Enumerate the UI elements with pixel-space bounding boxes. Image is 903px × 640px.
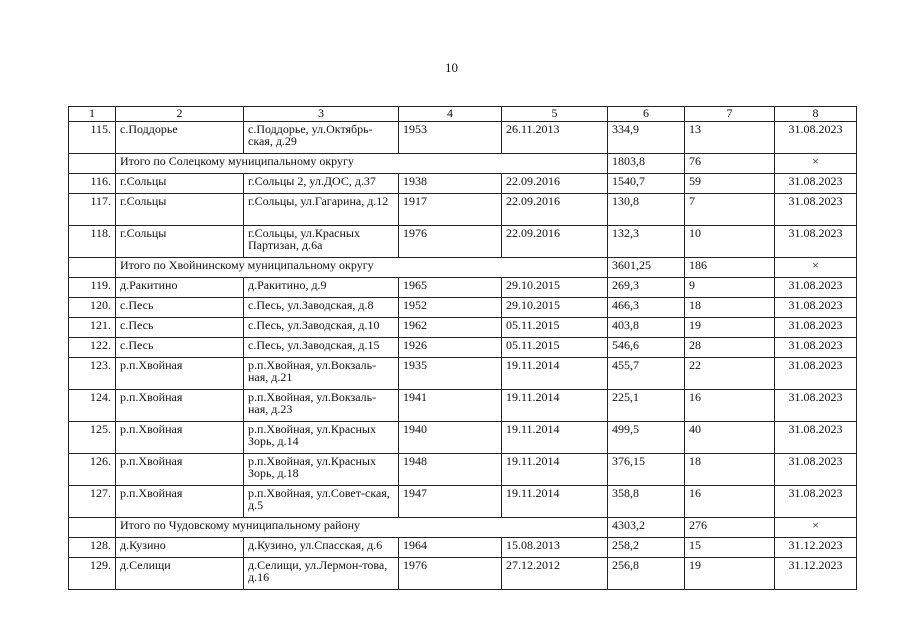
column-header: 3 bbox=[244, 107, 399, 122]
year-cell: 1940 bbox=[399, 422, 502, 454]
residents-cell: 10 bbox=[685, 226, 775, 258]
year-cell: 1953 bbox=[399, 122, 502, 154]
area-cell: 258,2 bbox=[608, 538, 685, 558]
header-row bbox=[69, 107, 857, 122]
address-cell: г.Сольцы, ул.Красных Партизан, д.6а bbox=[244, 226, 399, 258]
area-cell: 1540,7 bbox=[608, 174, 685, 194]
row-number: 120. bbox=[69, 298, 116, 318]
address-cell: с.Поддорье, ул.Октябрь-ская, д.29 bbox=[244, 122, 399, 154]
total-row bbox=[69, 518, 857, 538]
address-cell: д.Селищи, ул.Лермон-това, д.16 bbox=[244, 558, 399, 590]
residents-cell: 9 bbox=[685, 278, 775, 298]
settlement-cell: с.Песь bbox=[116, 338, 244, 358]
date-cell: 29.10.2015 bbox=[502, 278, 608, 298]
total-label: Итого по Солецкому муниципальному округу bbox=[116, 154, 608, 174]
area-cell: 334,9 bbox=[608, 122, 685, 154]
deadline-cell: 31.08.2023 bbox=[775, 318, 857, 338]
year-cell: 1964 bbox=[399, 538, 502, 558]
settlement-cell: р.п.Хвойная bbox=[116, 422, 244, 454]
deadline-cell: 31.08.2023 bbox=[775, 298, 857, 318]
table-row bbox=[69, 338, 857, 358]
total-row bbox=[69, 258, 857, 278]
deadline-cell: 31.12.2023 bbox=[775, 538, 857, 558]
area-cell: 546,6 bbox=[608, 338, 685, 358]
address-cell: г.Сольцы 2, ул.ДОС, д.37 bbox=[244, 174, 399, 194]
total-deadline: × bbox=[775, 154, 857, 174]
settlement-cell: д.Селищи bbox=[116, 558, 244, 590]
deadline-cell: 31.12.2023 bbox=[775, 558, 857, 590]
date-cell: 05.11.2015 bbox=[502, 318, 608, 338]
table-row bbox=[69, 226, 857, 258]
total-residents: 276 bbox=[685, 518, 775, 538]
row-number: 124. bbox=[69, 390, 116, 422]
housing-table bbox=[68, 106, 857, 590]
area-cell: 225,1 bbox=[608, 390, 685, 422]
deadline-cell: 31.08.2023 bbox=[775, 122, 857, 154]
deadline-cell: 31.08.2023 bbox=[775, 338, 857, 358]
area-cell: 376,15 bbox=[608, 454, 685, 486]
year-cell: 1917 bbox=[399, 194, 502, 226]
residents-cell: 18 bbox=[685, 298, 775, 318]
settlement-cell: д.Ракитино bbox=[116, 278, 244, 298]
total-area: 1803,8 bbox=[608, 154, 685, 174]
settlement-cell: г.Сольцы bbox=[116, 226, 244, 258]
empty-cell bbox=[69, 518, 116, 538]
year-cell: 1941 bbox=[399, 390, 502, 422]
table-row bbox=[69, 558, 857, 590]
date-cell: 22.09.2016 bbox=[502, 174, 608, 194]
year-cell: 1938 bbox=[399, 174, 502, 194]
total-label: Итого по Чудовскому муниципальному району bbox=[116, 518, 608, 538]
column-header: 8 bbox=[775, 107, 857, 122]
address-cell: р.п.Хвойная, ул.Красных Зорь, д.18 bbox=[244, 454, 399, 486]
table-row bbox=[69, 122, 857, 154]
area-cell: 358,8 bbox=[608, 486, 685, 518]
residents-cell: 7 bbox=[685, 194, 775, 226]
settlement-cell: с.Песь bbox=[116, 318, 244, 338]
table-row bbox=[69, 422, 857, 454]
table-row bbox=[69, 486, 857, 518]
area-cell: 499,5 bbox=[608, 422, 685, 454]
area-cell: 132,3 bbox=[608, 226, 685, 258]
date-cell: 15.08.2013 bbox=[502, 538, 608, 558]
date-cell: 05.11.2015 bbox=[502, 338, 608, 358]
year-cell: 1935 bbox=[399, 358, 502, 390]
row-number: 119. bbox=[69, 278, 116, 298]
address-cell: с.Песь, ул.Заводская, д.8 bbox=[244, 298, 399, 318]
date-cell: 27.12.2012 bbox=[502, 558, 608, 590]
address-cell: с.Песь, ул.Заводская, д.15 bbox=[244, 338, 399, 358]
settlement-cell: с.Поддорье bbox=[116, 122, 244, 154]
address-cell: р.п.Хвойная, ул.Вокзаль-ная, д.23 bbox=[244, 390, 399, 422]
total-row bbox=[69, 154, 857, 174]
date-cell: 22.09.2016 bbox=[502, 194, 608, 226]
total-residents: 76 bbox=[685, 154, 775, 174]
year-cell: 1952 bbox=[399, 298, 502, 318]
row-number: 123. bbox=[69, 358, 116, 390]
area-cell: 269,3 bbox=[608, 278, 685, 298]
address-cell: с.Песь, ул.Заводская, д.10 bbox=[244, 318, 399, 338]
row-number: 116. bbox=[69, 174, 116, 194]
area-cell: 466,3 bbox=[608, 298, 685, 318]
row-number: 125. bbox=[69, 422, 116, 454]
residents-cell: 19 bbox=[685, 318, 775, 338]
deadline-cell: 31.08.2023 bbox=[775, 390, 857, 422]
column-header: 6 bbox=[608, 107, 685, 122]
residents-cell: 18 bbox=[685, 454, 775, 486]
settlement-cell: г.Сольцы bbox=[116, 194, 244, 226]
area-cell: 130,8 bbox=[608, 194, 685, 226]
address-cell: р.п.Хвойная, ул.Красных Зорь, д.14 bbox=[244, 422, 399, 454]
table-row bbox=[69, 278, 857, 298]
date-cell: 22.09.2016 bbox=[502, 226, 608, 258]
column-header: 4 bbox=[399, 107, 502, 122]
table-row bbox=[69, 390, 857, 422]
deadline-cell: 31.08.2023 bbox=[775, 358, 857, 390]
residents-cell: 15 bbox=[685, 538, 775, 558]
date-cell: 19.11.2014 bbox=[502, 422, 608, 454]
column-header: 2 bbox=[116, 107, 244, 122]
deadline-cell: 31.08.2023 bbox=[775, 422, 857, 454]
area-cell: 256,8 bbox=[608, 558, 685, 590]
address-cell: д.Ракитино, д.9 bbox=[244, 278, 399, 298]
residents-cell: 40 bbox=[685, 422, 775, 454]
date-cell: 19.11.2014 bbox=[502, 390, 608, 422]
date-cell: 19.11.2014 bbox=[502, 486, 608, 518]
year-cell: 1926 bbox=[399, 338, 502, 358]
deadline-cell: 31.08.2023 bbox=[775, 278, 857, 298]
row-number: 128. bbox=[69, 538, 116, 558]
column-header: 7 bbox=[685, 107, 775, 122]
row-number: 129. bbox=[69, 558, 116, 590]
area-cell: 403,8 bbox=[608, 318, 685, 338]
date-cell: 19.11.2014 bbox=[502, 358, 608, 390]
table-row bbox=[69, 174, 857, 194]
settlement-cell: р.п.Хвойная bbox=[116, 390, 244, 422]
residents-cell: 22 bbox=[685, 358, 775, 390]
row-number: 122. bbox=[69, 338, 116, 358]
address-cell: д.Кузино, ул.Спасская, д.6 bbox=[244, 538, 399, 558]
residents-cell: 28 bbox=[685, 338, 775, 358]
total-area: 3601,25 bbox=[608, 258, 685, 278]
residents-cell: 16 bbox=[685, 390, 775, 422]
table-row bbox=[69, 318, 857, 338]
column-header: 5 bbox=[502, 107, 608, 122]
date-cell: 29.10.2015 bbox=[502, 298, 608, 318]
empty-cell bbox=[69, 258, 116, 278]
year-cell: 1976 bbox=[399, 558, 502, 590]
settlement-cell: г.Сольцы bbox=[116, 174, 244, 194]
settlement-cell: р.п.Хвойная bbox=[116, 454, 244, 486]
empty-cell bbox=[69, 154, 116, 174]
residents-cell: 19 bbox=[685, 558, 775, 590]
total-area: 4303,2 bbox=[608, 518, 685, 538]
total-deadline: × bbox=[775, 258, 857, 278]
total-label: Итого по Хвойнинскому муниципальному округу bbox=[116, 258, 608, 278]
year-cell: 1948 bbox=[399, 454, 502, 486]
year-cell: 1947 bbox=[399, 486, 502, 518]
deadline-cell: 31.08.2023 bbox=[775, 174, 857, 194]
settlement-cell: р.п.Хвойная bbox=[116, 486, 244, 518]
table-row bbox=[69, 454, 857, 486]
address-cell: р.п.Хвойная, ул.Совет-ская, д.5 bbox=[244, 486, 399, 518]
date-cell: 26.11.2013 bbox=[502, 122, 608, 154]
residents-cell: 59 bbox=[685, 174, 775, 194]
table-row bbox=[69, 194, 857, 226]
address-cell: р.п.Хвойная, ул.Вокзаль-ная, д.21 bbox=[244, 358, 399, 390]
row-number: 127. bbox=[69, 486, 116, 518]
date-cell: 19.11.2014 bbox=[502, 454, 608, 486]
deadline-cell: 31.08.2023 bbox=[775, 194, 857, 226]
settlement-cell: д.Кузино bbox=[116, 538, 244, 558]
total-residents: 186 bbox=[685, 258, 775, 278]
table-row bbox=[69, 538, 857, 558]
table-row bbox=[69, 358, 857, 390]
deadline-cell: 31.08.2023 bbox=[775, 226, 857, 258]
address-cell: г.Сольцы, ул.Гагарина, д.12 bbox=[244, 194, 399, 226]
row-number: 117. bbox=[69, 194, 116, 226]
residents-cell: 13 bbox=[685, 122, 775, 154]
deadline-cell: 31.08.2023 bbox=[775, 454, 857, 486]
row-number: 126. bbox=[69, 454, 116, 486]
row-number: 118. bbox=[69, 226, 116, 258]
year-cell: 1976 bbox=[399, 226, 502, 258]
deadline-cell: 31.08.2023 bbox=[775, 486, 857, 518]
settlement-cell: с.Песь bbox=[116, 298, 244, 318]
table-row bbox=[69, 298, 857, 318]
year-cell: 1962 bbox=[399, 318, 502, 338]
area-cell: 455,7 bbox=[608, 358, 685, 390]
year-cell: 1965 bbox=[399, 278, 502, 298]
total-deadline: × bbox=[775, 518, 857, 538]
settlement-cell: р.п.Хвойная bbox=[116, 358, 244, 390]
row-number: 115. bbox=[69, 122, 116, 154]
residents-cell: 16 bbox=[685, 486, 775, 518]
page-number: 10 bbox=[445, 60, 458, 75]
row-number: 121. bbox=[69, 318, 116, 338]
column-header: 1 bbox=[69, 107, 116, 122]
